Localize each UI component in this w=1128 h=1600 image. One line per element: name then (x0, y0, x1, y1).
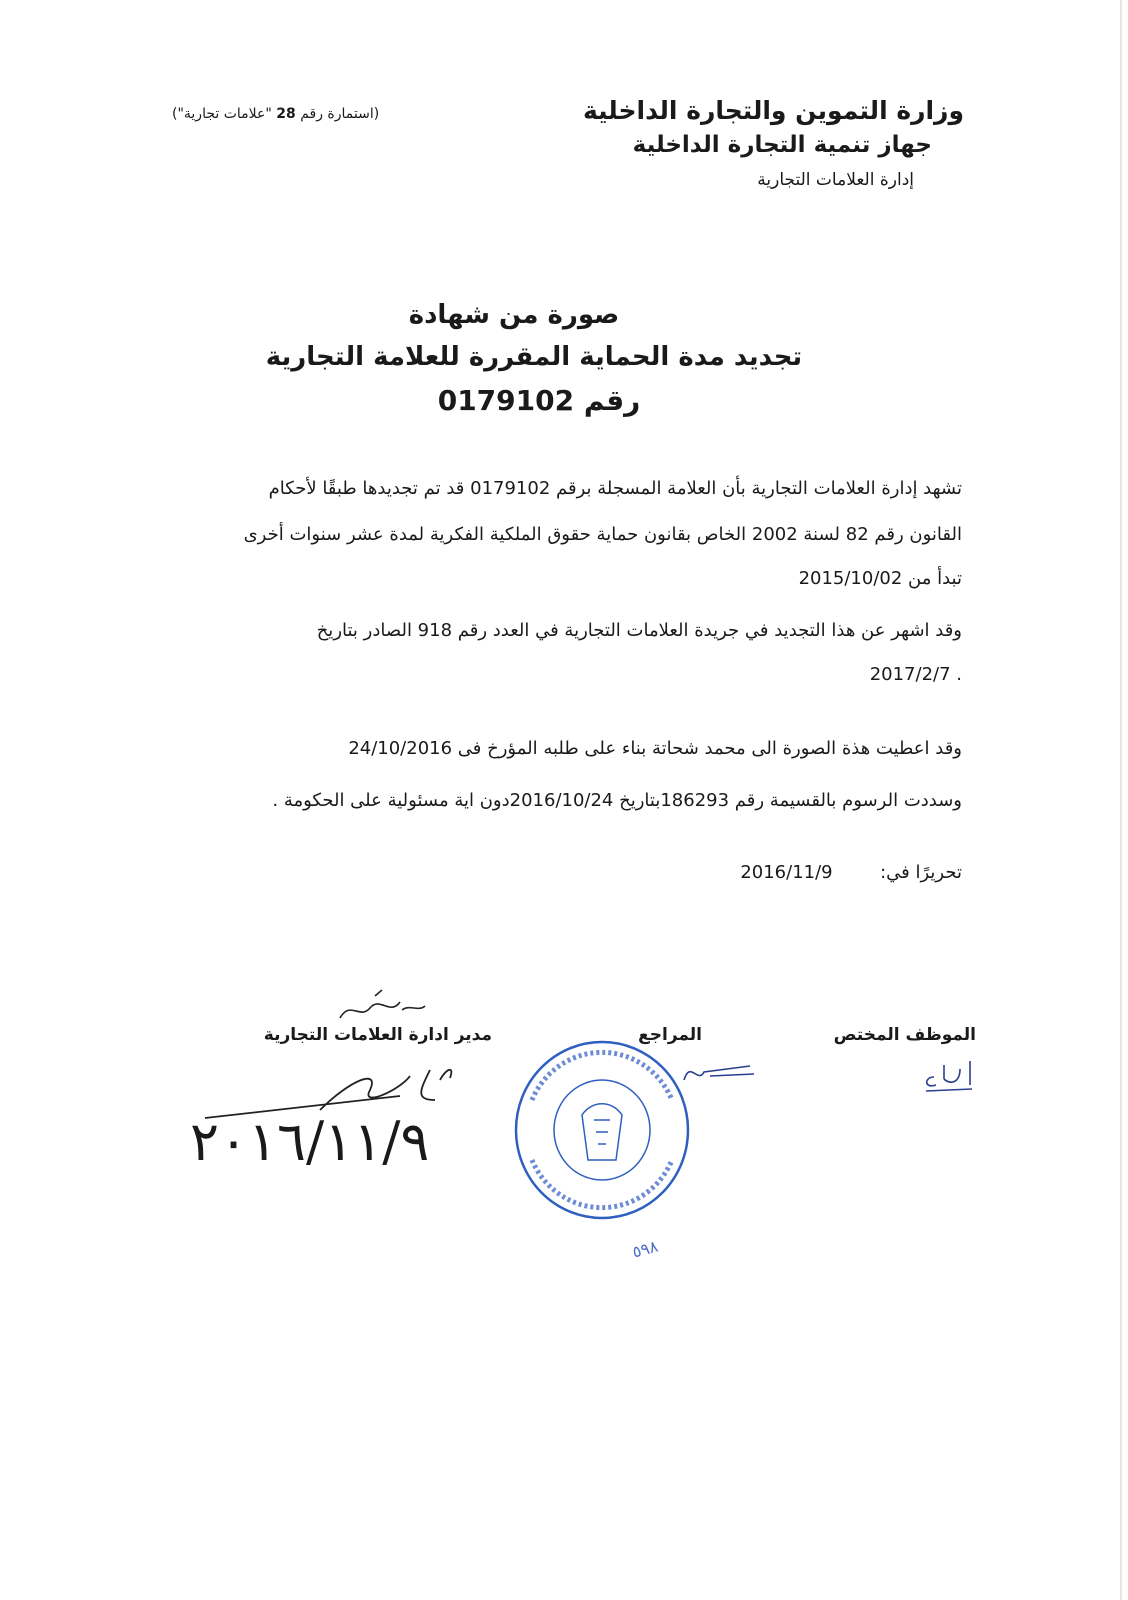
department-name: إدارة العلامات التجارية (757, 170, 914, 190)
title-line-3: رقم 0179102 (437, 384, 641, 417)
written-label: تحريرًا في: (880, 862, 962, 883)
body-line-7: وسددت الرسوم بالقسيمة رقم 186293بتاريخ 2016/10/24دون اية مسئولية على الحكومة . (272, 790, 962, 811)
employee-signature (920, 1055, 980, 1095)
page-edge (1120, 0, 1122, 1600)
body-line-5: . 2017/2/7 (869, 664, 962, 685)
written-date-line (740, 862, 962, 883)
official-stamp (512, 1040, 692, 1270)
body-line-1: تشهد إدارة العلامات التجارية بأن العلامة المسجلة برقم 0179102 قد تم تجديدها طبقًا لأحكام (268, 478, 962, 499)
ministry-name: وزارة التموين والتجارة الداخلية (582, 96, 964, 125)
title-line-2: تجديد مدة الحماية المقررة للعلامة التجارية (265, 342, 803, 372)
body-line-2: القانون رقم 82 لسنة 2002 الخاص بقانون حماية حقوق الملكية الفكرية لمدة عشر سنوات أخرى (243, 524, 962, 545)
body-line-4: وقد اشهر عن هذا التجديد في جريدة العلامات التجارية في العدد رقم 918 الصادر بتاريخ (316, 620, 962, 641)
form-number (172, 106, 379, 122)
svg-text:٥٩٨: ٥٩٨ (630, 1236, 661, 1262)
reviewer-signature (680, 1050, 760, 1090)
employee-label: الموظف المختص (833, 1025, 976, 1045)
manager-initials-signature (330, 990, 430, 1030)
reviewer-label: المراجع (638, 1025, 702, 1045)
form-number-value: 28 (276, 106, 296, 122)
body-line-3: تبدأ من 2015/10/02 (798, 568, 962, 589)
manager-label: مدير ادارة العلامات التجارية (263, 1025, 492, 1045)
agency-name: جهاز تنمية التجارة الداخلية (632, 132, 932, 158)
form-prefix: (استمارة رقم (300, 106, 380, 122)
title-line-1: صورة من شهادة (408, 300, 620, 330)
body-line-6: وقد اعطيت هذة الصورة الى محمد شحاتة بناء على طلبه المؤرخ فى 24/10/2016 (348, 738, 962, 759)
handwritten-date: ٢٠١٦/١١/٩ (190, 1110, 430, 1173)
written-date: 2016/11/9 (740, 862, 833, 883)
form-suffix: "علامات تجارية") (172, 106, 272, 122)
